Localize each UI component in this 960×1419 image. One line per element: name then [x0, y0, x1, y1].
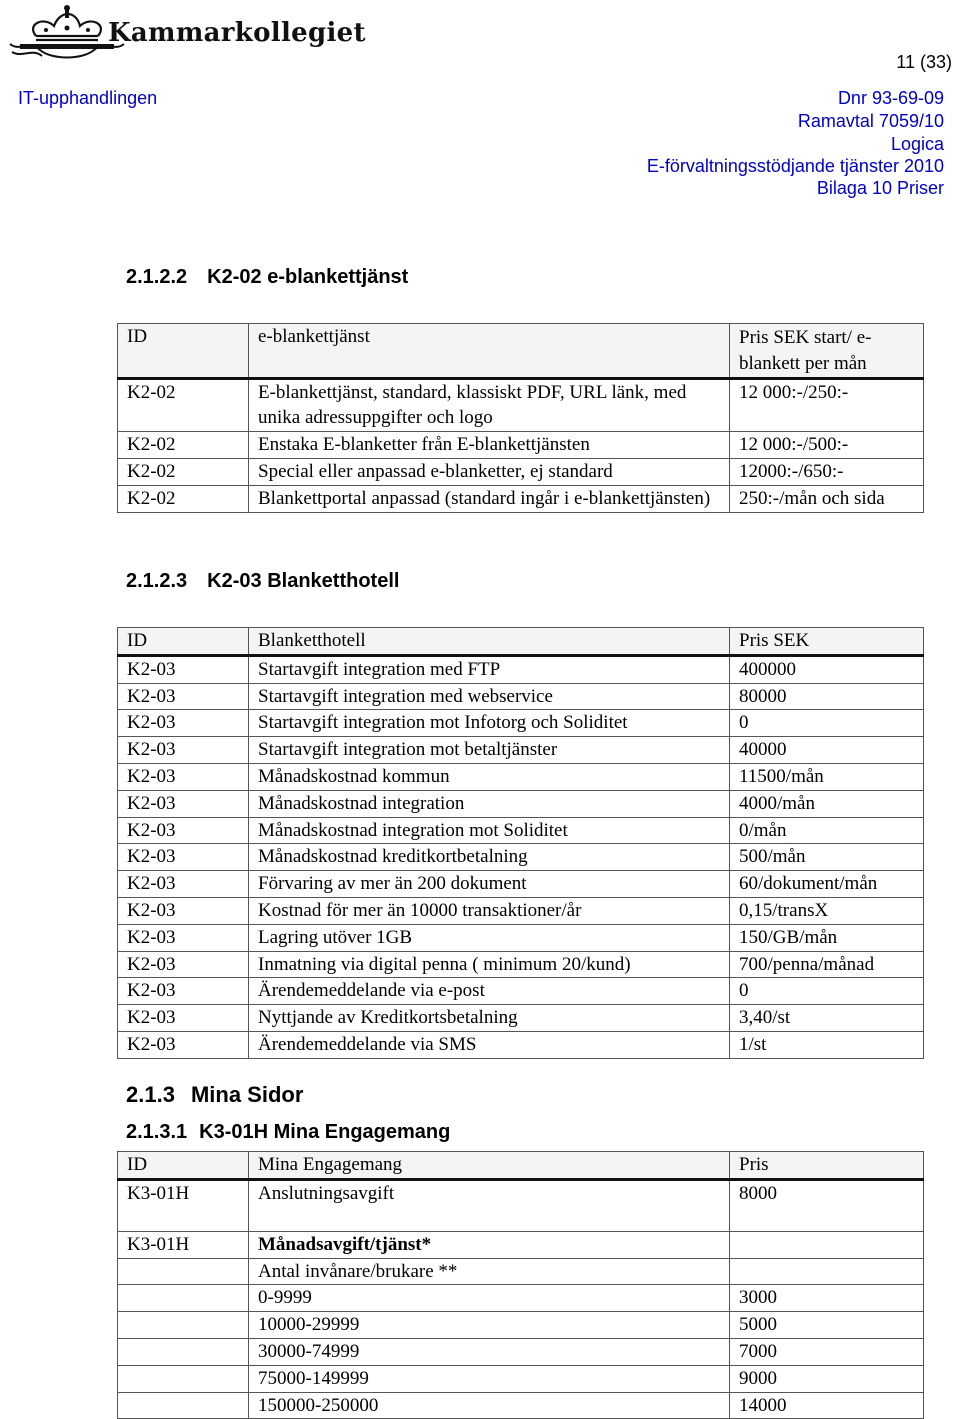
column-header-price: Pris SEK start/ e-blankett per mån — [730, 324, 924, 379]
column-header-id: ID — [118, 628, 249, 656]
row-description: Inmatning via digital penna ( minimum 20/kund) — [249, 951, 730, 978]
row-description: Månadskostnad integration mot Soliditet — [249, 817, 730, 844]
row-price: 250:-/mån och sida — [730, 485, 924, 512]
row-description: Blankettportal anpassad (standard ingår i e-blankettjänsten) — [249, 485, 730, 512]
row-description: E-blankettjänst, standard, klassiskt PDF, URL länk, med unika adressuppgifter och logo — [249, 378, 730, 432]
section-heading-e-blankett — [126, 266, 408, 289]
row-description: Månadskostnad kreditkortbetalning — [249, 844, 730, 871]
row-id: K2-02 — [118, 378, 249, 432]
row-description: Nyttjande av Kreditkortsbetalning — [249, 1005, 730, 1032]
row-price: 8000 — [730, 1179, 924, 1231]
row-id: K2-03 — [118, 951, 249, 978]
row-description: Enstaka E-blanketter från E-blankettjänsten — [249, 432, 730, 459]
section-number: 2.1.2.3 — [126, 570, 188, 592]
row-id: K2-03 — [118, 1005, 249, 1032]
row-id: K3-01H — [118, 1231, 249, 1258]
table-row — [118, 683, 924, 710]
table-row — [118, 655, 924, 683]
row-description: Förvaring av mer än 200 dokument — [249, 871, 730, 898]
row-id: K2-03 — [118, 683, 249, 710]
row-description: Ärendemeddelande via e-post — [249, 978, 730, 1005]
section-heading-mina-engagemang — [126, 1121, 450, 1144]
row-id: K2-03 — [118, 710, 249, 737]
table-row — [118, 1392, 924, 1419]
table-row — [118, 978, 924, 1005]
table-row — [118, 1312, 924, 1339]
table-row — [118, 1365, 924, 1392]
row-id: K2-02 — [118, 458, 249, 485]
tier-price: 7000 — [730, 1338, 924, 1365]
row-price: 400000 — [730, 655, 924, 683]
row-description: Startavgift integration mot Infotorg och Soliditet — [249, 710, 730, 737]
table-row — [118, 897, 924, 924]
column-header-id: ID — [118, 1152, 249, 1180]
row-id: K2-03 — [118, 817, 249, 844]
tier-range: 75000-149999 — [249, 1365, 730, 1392]
row-id: K2-03 — [118, 978, 249, 1005]
column-header-service: Mina Engagemang — [249, 1152, 730, 1180]
table-row — [118, 817, 924, 844]
row-price: 12 000:-/500:- — [730, 432, 924, 459]
row-description: Lagring utöver 1GB — [249, 924, 730, 951]
tier-price: 9000 — [730, 1365, 924, 1392]
mina-engagemang-price-table — [117, 1151, 924, 1419]
e-blankett-price-table — [117, 323, 924, 513]
section-title: K2-03 Blanketthotell — [207, 570, 400, 592]
row-price: 0,15/transX — [730, 897, 924, 924]
table-row — [118, 1338, 924, 1365]
header-appendix: Bilaga 10 Priser — [816, 178, 944, 198]
row-price: 4000/mån — [730, 790, 924, 817]
row-id: K2-02 — [118, 432, 249, 459]
page-number: 11 (33) — [896, 52, 952, 72]
tier-price: 3000 — [730, 1285, 924, 1312]
row-price: 1/st — [730, 1031, 924, 1058]
row-price: 0 — [730, 978, 924, 1005]
table-row — [118, 1005, 924, 1032]
table-row — [118, 871, 924, 898]
row-price: 12000:-/650:- — [730, 458, 924, 485]
table-row — [118, 1031, 924, 1058]
tier-range: 30000-74999 — [249, 1338, 730, 1365]
population-subtitle: Antal invånare/brukare ** — [249, 1258, 730, 1285]
row-description: Anslutningsavgift — [249, 1179, 730, 1231]
table-row — [118, 763, 924, 790]
column-header-id: ID — [118, 324, 249, 379]
tier-range: 150000-250000 — [249, 1392, 730, 1419]
table-row — [118, 1231, 924, 1258]
row-id: K2-03 — [118, 897, 249, 924]
monthly-fee-title: Månadsavgift/tjänst* — [249, 1231, 730, 1258]
table-row — [118, 710, 924, 737]
row-price: 3,40/st — [730, 1005, 924, 1032]
tier-range: 10000-29999 — [249, 1312, 730, 1339]
row-description: Månadskostnad kommun — [249, 763, 730, 790]
section-title: Mina Sidor — [190, 1082, 304, 1107]
table-row — [118, 951, 924, 978]
section-number: 2.1.2.2 — [126, 266, 188, 288]
column-header-price: Pris — [730, 1152, 924, 1180]
row-id: K2-03 — [118, 1031, 249, 1058]
section-number: 2.1.3.1 — [126, 1121, 188, 1143]
logo-text: Kammarkollegiet — [108, 18, 366, 48]
row-id: K2-03 — [118, 655, 249, 683]
table-row — [118, 790, 924, 817]
table-row — [118, 432, 924, 459]
section-heading-blanketthotell — [126, 570, 399, 593]
row-description: Månadskostnad integration — [249, 790, 730, 817]
row-description: Ärendemeddelande via SMS — [249, 1031, 730, 1058]
row-price: 11500/mån — [730, 763, 924, 790]
header-dnr: Dnr 93-69-09 — [837, 88, 944, 108]
row-id: K2-02 — [118, 485, 249, 512]
row-id: K2-03 — [118, 763, 249, 790]
table-row — [118, 737, 924, 764]
table-row — [118, 378, 924, 432]
row-id: K2-03 — [118, 737, 249, 764]
row-price: 0 — [730, 710, 924, 737]
table-row — [118, 1179, 924, 1231]
blanketthotell-price-table — [117, 627, 924, 1059]
row-price: 700/penna/månad — [730, 951, 924, 978]
row-id: K3-01H — [118, 1179, 249, 1231]
row-id: K2-03 — [118, 924, 249, 951]
column-header-service: Blanketthotell — [249, 628, 730, 656]
section-number: 2.1.3 — [126, 1082, 175, 1107]
header-ramavtal: Ramavtal 7059/10 — [797, 111, 944, 131]
row-description: Special eller anpassad e-blanketter, ej standard — [249, 458, 730, 485]
row-description: Startavgift integration mot betaltjänster — [249, 737, 730, 764]
section-heading-mina-sidor — [126, 1082, 303, 1108]
column-header-price: Pris SEK — [730, 628, 924, 656]
section-title: K3-01H Mina Engagemang — [199, 1121, 451, 1143]
table-row — [118, 1258, 924, 1285]
section-title: K2-02 e-blankettjänst — [207, 266, 409, 288]
table-row — [118, 1285, 924, 1312]
row-price: 40000 — [730, 737, 924, 764]
header-supplier: Logica — [890, 134, 944, 154]
table-row — [118, 844, 924, 871]
row-price: 0/mån — [730, 817, 924, 844]
row-id: K2-03 — [118, 871, 249, 898]
row-price: 80000 — [730, 683, 924, 710]
table-row — [118, 458, 924, 485]
column-header-service: e-blankettjänst — [249, 324, 730, 379]
tier-range: 0-9999 — [249, 1285, 730, 1312]
row-id: K2-03 — [118, 790, 249, 817]
tier-price: 5000 — [730, 1312, 924, 1339]
row-description: Kostnad för mer än 10000 transaktioner/år — [249, 897, 730, 924]
table-row — [118, 485, 924, 512]
row-price: 500/mån — [730, 844, 924, 871]
row-id: K2-03 — [118, 844, 249, 871]
row-description: Startavgift integration med FTP — [249, 655, 730, 683]
table-row — [118, 924, 924, 951]
row-price: 150/GB/mån — [730, 924, 924, 951]
header-left-title: IT-upphandlingen — [18, 88, 158, 108]
header-service-area: E-förvaltningsstödjande tjänster 2010 — [646, 156, 944, 176]
row-price: 12 000:-/250:- — [730, 378, 924, 432]
row-description: Startavgift integration med webservice — [249, 683, 730, 710]
tier-price: 14000 — [730, 1392, 924, 1419]
row-price: 60/dokument/mån — [730, 871, 924, 898]
